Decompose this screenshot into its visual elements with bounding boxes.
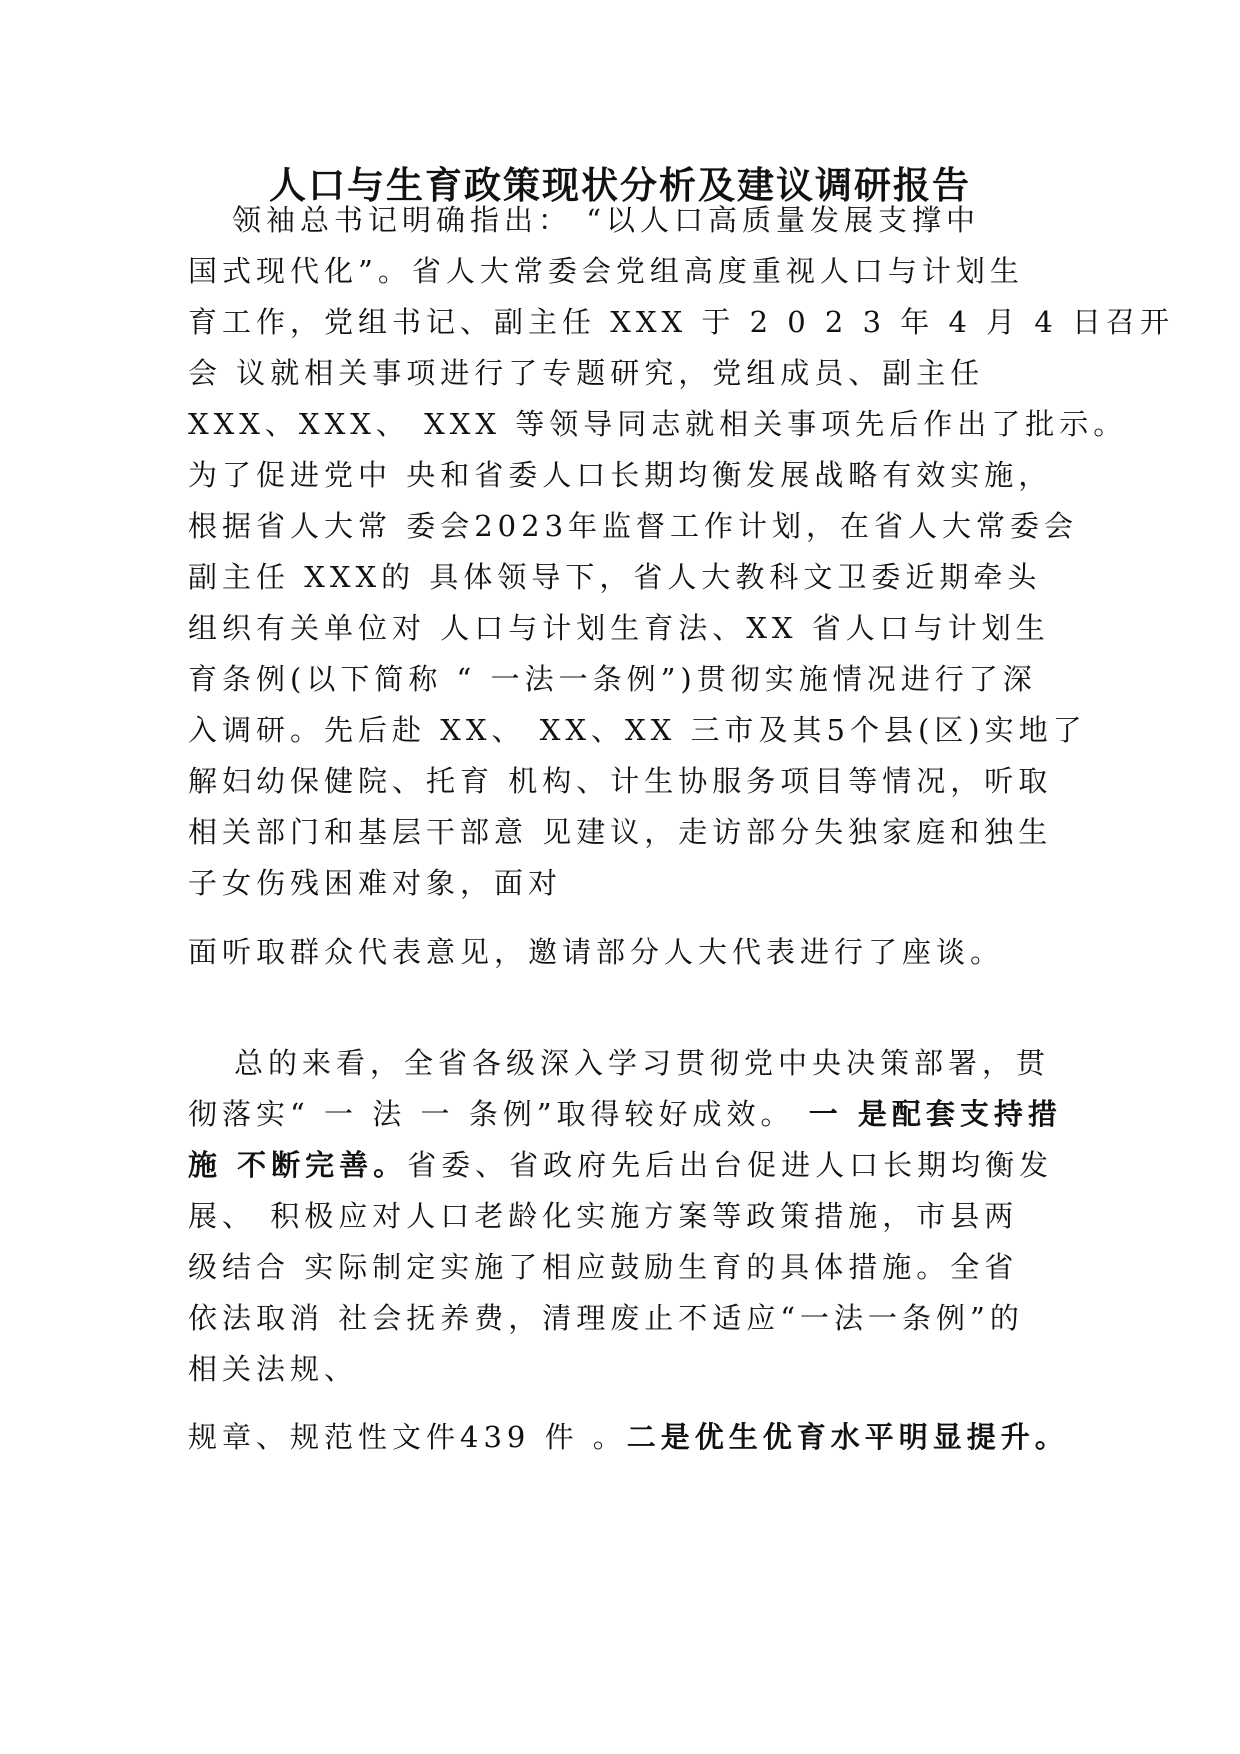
line-text: 规章、规范性文件439 件 。	[188, 1420, 627, 1454]
line-text: 彻落实“ 一 法 一 条例”取得较好成效。	[188, 1097, 809, 1131]
paragraph-line-7: 根据省人大常 委会2023年监督工作计划，在省人大常委会	[188, 509, 1079, 543]
paragraph-line-23	[188, 1417, 1069, 1457]
paragraph-line-19: 展、 积极应对人口老龄化实施方案等政策措施，市县两	[188, 1199, 1019, 1233]
paragraph-line-6: 为了促进党中 央和省委人口长期均衡发展战略有效实施，	[188, 458, 1053, 492]
paragraph-line-12: 解妇幼保健院、托育 机构、计生协服务项目等情况，听取	[188, 764, 1053, 798]
paragraph-line-10: 育条例(以下简称 “ 一法一条例”)贯彻实施情况进行了深	[188, 662, 1037, 696]
paragraph-line-21: 依法取消 社会抚养费，清理废止不适应“一法一条例”的	[188, 1301, 1024, 1335]
bold-heading-1b: 施 不断完善。	[188, 1148, 408, 1182]
paragraph-line-9: 组织有关单位对 人口与计划生育法、XX 省人口与计划生	[188, 611, 1050, 645]
paragraph-line-2: 国式现代化”。省人大常委会党组高度重视人口与计划生	[188, 254, 1024, 288]
paragraph-line-1: 领袖总书记明确指出： “以人口高质量发展支撑中	[232, 203, 981, 237]
document-title: 人口与生育政策现状分析及建议调研报告	[269, 163, 971, 207]
paragraph-line-5: XXX、XXX、 XXX 等领导同志就相关事项先后作出了批示。	[188, 407, 1128, 441]
paragraph-line-11: 入调研。先后赴 XX、 XX、XX 三市及其5个县(区)实地了	[188, 713, 1087, 747]
paragraph-line-14: 子女伤残困难对象，面对	[188, 866, 563, 900]
paragraph-line-20: 级结合 实际制定实施了相应鼓励生育的具体措施。全省	[188, 1250, 1019, 1284]
paragraph-line-22: 相关法规、	[188, 1352, 359, 1386]
paragraph-line-17	[188, 1094, 1062, 1134]
paragraph-line-16: 总的来看，全省各级深入学习贯彻党中央决策部署，贯	[234, 1046, 1051, 1080]
paragraph-line-13: 相关部门和基层干部意 见建议，走访部分失独家庭和独生	[188, 815, 1053, 849]
paragraph-line-8: 副主任 XXX的 具体领导下，省人大教科文卫委近期牵头	[188, 560, 1042, 594]
line-text: 省委、省政府先后出台促进人口长期均衡发	[407, 1148, 1054, 1182]
paragraph-line-18	[188, 1145, 1053, 1185]
bold-heading-1a: 一 是配套支持措	[808, 1097, 1062, 1131]
paragraph-line-4: 会 议就相关事项进行了专题研究，党组成员、副主任	[188, 356, 985, 390]
bold-heading-2: 二是优生优育水平明显提升。	[626, 1420, 1069, 1454]
paragraph-line-15: 面听取群众代表意见，邀请部分人大代表进行了座谈。	[188, 935, 1005, 969]
paragraph-line-3: 育工作，党组书记、副主任 XXX 于 2 0 2 3 年 4 月 4 日召开	[188, 305, 1175, 339]
